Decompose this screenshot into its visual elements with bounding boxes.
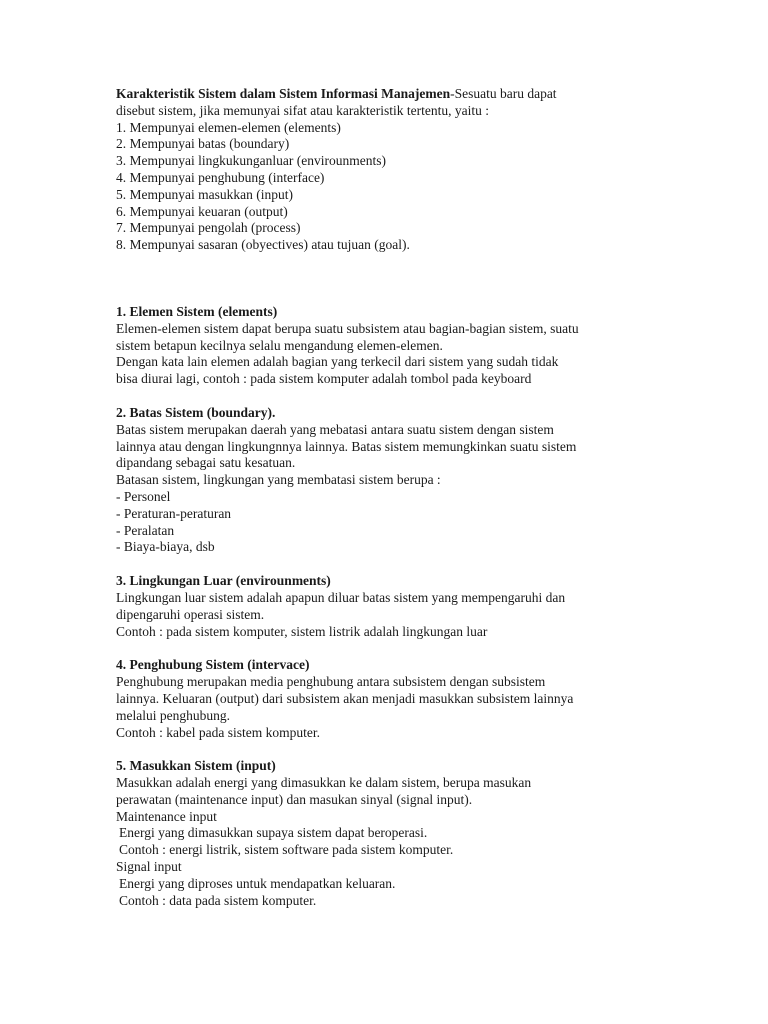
document-page [116, 86, 676, 909]
bullet-item: - Biaya-biaya, dsb [116, 539, 215, 555]
paragraph-line: Contoh : data pada sistem komputer. [119, 892, 317, 908]
section-environments [116, 573, 676, 640]
paragraph-line: Contoh : pada sistem komputer, sistem listrik adalah lingkungan luar [116, 623, 488, 639]
paragraph-line: lainnya. Keluaran (output) dari subsistem akan menjadi masukkan subsistem lainnya [116, 690, 574, 706]
intro-line: disebut sistem, jika memunyai sifat atau karakteristik tertentu, yaitu : [116, 102, 490, 118]
paragraph-line: bisa diurai lagi, contoh : pada sistem komputer adalah tombol pada keyboard [116, 371, 532, 387]
paragraph-line: Batas sistem merupakan daerah yang mebatasi antara suatu sistem dengan sistem [116, 421, 554, 437]
paragraph-line: perawatan (maintenance input) dan masukan sinyal (signal input). [116, 791, 473, 807]
section-heading: 4. Penghubung Sistem (intervace) [116, 657, 310, 673]
intro-list-item: 7. Mempunyai pengolah (process) [116, 220, 301, 236]
bullet-item: - Peraturan-peraturan [116, 505, 232, 521]
intro-list-item: 2. Mempunyai batas (boundary) [116, 136, 290, 152]
intro-list-item: 3. Mempunyai lingkukunganluar (envirounments) [116, 153, 386, 169]
bullet-item: - Peralatan [116, 522, 175, 538]
intro-title-suffix: -Sesuatu baru dapat [450, 86, 557, 101]
intro-list-item: 6. Mempunyai keuaran (output) [116, 203, 288, 219]
section-input [116, 758, 676, 909]
paragraph-line: Dengan kata lain elemen adalah bagian yang terkecil dari sistem yang sudah tidak [116, 354, 559, 370]
paragraph-line: Masukkan adalah energi yang dimasukkan ke dalam sistem, berupa masukan [116, 775, 532, 791]
paragraph-line: Contoh : energi listrik, sistem software pada sistem komputer. [119, 842, 454, 858]
section-heading: 2. Batas Sistem (boundary). [116, 404, 276, 420]
paragraph-line: Contoh : kabel pada sistem komputer. [116, 724, 320, 740]
intro-list-item: 4. Mempunyai penghubung (interface) [116, 169, 325, 185]
paragraph-line: Elemen-elemen sistem dapat berupa suatu subsistem atau bagian-bagian sistem, suatu [116, 320, 579, 336]
section-heading: 3. Lingkungan Luar (envirounments) [116, 573, 331, 589]
paragraph-line: lainnya atau dengan lingkungnnya lainnya. Batas sistem memungkinkan suatu sistem [116, 438, 577, 454]
section-heading: 5. Masukkan Sistem (input) [116, 758, 276, 774]
paragraph-line: Batasan sistem, lingkungan yang membatasi sistem berupa : [116, 472, 441, 488]
paragraph-line: Penghubung merupakan media penghubung antara subsistem dengan subsistem [116, 674, 546, 690]
intro-list-item: 1. Mempunyai elemen-elemen (elements) [116, 119, 341, 135]
paragraph-line: Energi yang dimasukkan supaya sistem dapat beroperasi. [119, 825, 428, 841]
subheading-line: Signal input [116, 859, 182, 875]
intro-title-line [116, 86, 676, 103]
paragraph-line: Lingkungan luar sistem adalah apapun diluar batas sistem yang mempengaruhi dan [116, 589, 566, 605]
intro-block [116, 86, 676, 254]
bullet-item: - Personel [116, 488, 171, 504]
intro-title: Karakteristik Sistem dalam Sistem Informasi Manajemen [116, 86, 451, 101]
intro-list-item: 8. Mempunyai sasaran (obyectives) atau tujuan (goal). [116, 237, 410, 253]
paragraph-line: dipandang sebagai satu kesatuan. [116, 455, 296, 471]
paragraph-line: dipengaruhi operasi sistem. [116, 606, 265, 622]
section-interface [116, 657, 676, 741]
section-heading: 1. Elemen Sistem (elements) [116, 303, 278, 319]
section-boundary [116, 405, 676, 556]
paragraph-line: sistem betapun kecilnya selalu mengandung elemen-elemen. [116, 337, 443, 353]
section-elements [116, 304, 676, 388]
subheading-line: Maintenance input [116, 808, 217, 824]
paragraph-line: melalui penghubung. [116, 707, 230, 723]
paragraph-line: Energi yang diproses untuk mendapatkan keluaran. [119, 875, 396, 891]
intro-list-item: 5. Mempunyai masukkan (input) [116, 186, 293, 202]
